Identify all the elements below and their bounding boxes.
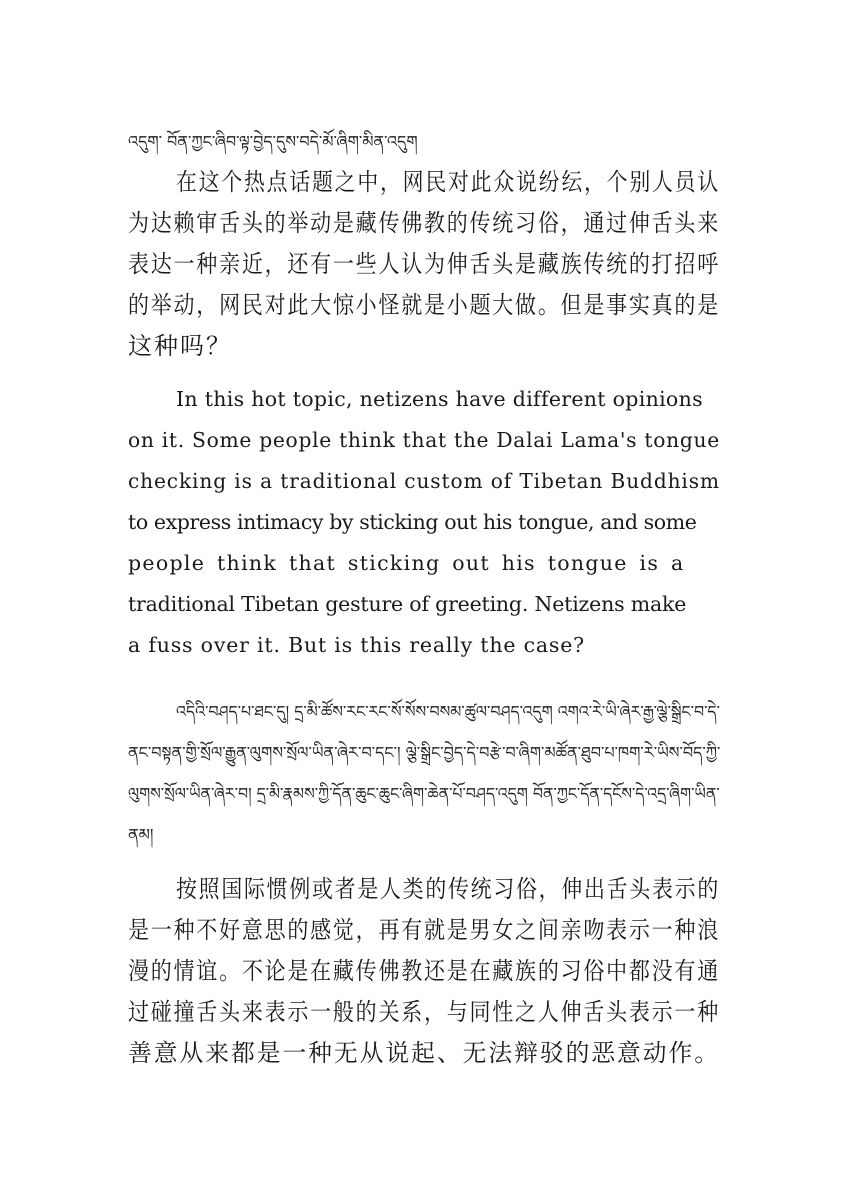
tibetan-paragraph-line: ནམ། — [128, 825, 154, 844]
chinese-paragraph-1-line: 表达一种亲近，还有一些人认为伸舌头是藏族传统的打招呼 — [128, 250, 720, 278]
chinese-paragraph-2-line: 漫的情谊。不论是在藏传佛教还是在藏族的习俗中都没有通 — [128, 957, 720, 985]
english-paragraph-line: checking is a traditional custom of Tibetan Buddhism — [128, 469, 720, 493]
chinese-paragraph-1-line: 这种吗？ — [128, 332, 232, 360]
chinese-paragraph-2-line: 过碰撞舌头来表示一般的关系，与同性之人伸舌头表示一种 — [128, 998, 720, 1026]
tibetan-paragraph-line: ལུགས་སྲོལ་ཡིན་ཞེར་བ། དྲ་མི་རྣམས་ཀྱི་དོན་ཆུང་ཆུང་ཞིག་ཆེན་པོ་བཤད་འདུག བོན་ཀྱང་དོན་དངོས་དེ་འདྲ་ཞིག་ཡིན་ — [128, 784, 720, 803]
tibetan-paragraph-line: ནང་བསྟན་གྱི་སྲོལ་རྒྱུན་ལུགས་སྲོལ་ཡིན་ཞེར་བ་དང་། ལྕེ་སྒྲིང་བྱེད་དེ་བརྩེ་བ་ཞིག་མཚོན་ཐུབ་པ་ཁག་རེ་ཡིས་བོད་ཀྱི་ — [128, 743, 721, 762]
chinese-paragraph-2-line: 是一种不好意思的感觉，再有就是男女之间亲吻表示一种浪 — [128, 916, 720, 944]
english-paragraph-line: In this hot topic, netizens have different opinions — [176, 387, 703, 411]
tibetan-paragraph-line: འདིའི་བཤད་པ་ཐང་དུ། དྲ་མི་ཚོས་རང་རང་སོ་སོས་བསམ་ཚུལ་བཤད་འདུག འགའ་རེ་ཡི་ཞེར་རྒྱ་ལྕེ་སྒྲིང་བ་དེ་ — [176, 702, 720, 721]
chinese-paragraph-1-line: 的举动，网民对此大惊小怪就是小题大做。但是事实真的是 — [128, 291, 720, 319]
english-paragraph-line: on it. Some people think that the Dalai Lama's tongue — [128, 428, 720, 452]
english-paragraph-line: to express intimacy by sticking out his tongue, and some — [128, 510, 697, 534]
english-paragraph-line: a fuss over it. But is this really the case? — [128, 633, 585, 657]
chinese-paragraph-2-line: 按照国际惯例或者是人类的传统习俗，伸出舌头表示的 — [176, 875, 721, 903]
english-paragraph-line: people think that sticking out his tongue is a — [128, 551, 685, 575]
chinese-paragraph-2-line: 善意从来都是一种无从说起、无法辩驳的恶意动作。 — [128, 1039, 721, 1067]
chinese-paragraph-1-line: 在这个热点话题之中，网民对此众说纷纭，个别人员认 — [176, 168, 721, 196]
chinese-paragraph-1-line: 为达赖审舌头的举动是藏传佛教的传统习俗，通过伸舌头来 — [128, 209, 720, 237]
tibetan-heading: འདུག་ བོན་ཀྱང་ཞིབ་ལྟ་བྱེད་དུས་བདེ་མོ་ཞིག་མིན་འདུག — [128, 132, 418, 151]
english-paragraph-line: traditional Tibetan gesture of greeting. Netizens make — [128, 592, 687, 616]
